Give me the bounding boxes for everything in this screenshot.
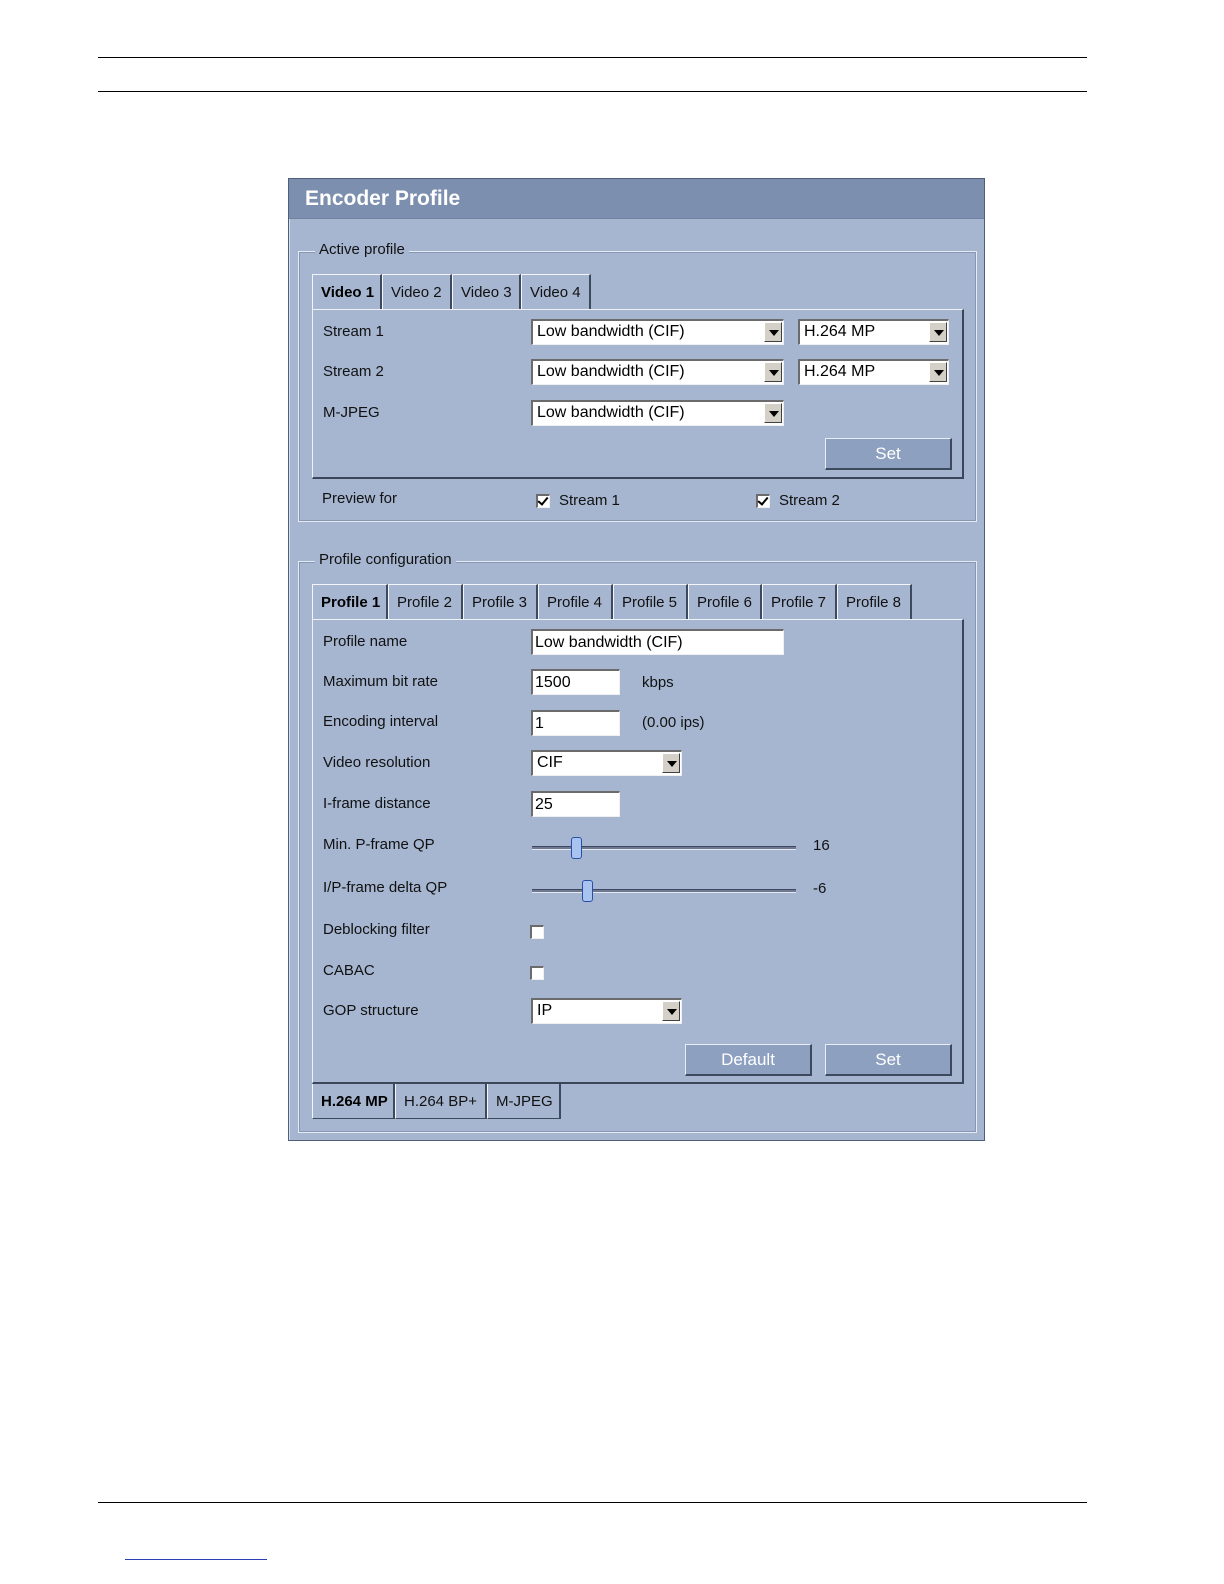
- stream-1-profile-value: Low bandwidth (CIF): [537, 323, 685, 340]
- tab-video-3[interactable]: Video 3: [452, 274, 521, 309]
- profile-configuration-group: [298, 551, 977, 1133]
- active-profile-set-button[interactable]: Set: [825, 438, 952, 470]
- stream-2-codec-select[interactable]: [798, 359, 949, 385]
- gop-structure-label: GOP structure: [323, 1002, 419, 1019]
- ip-delta-qp-slider-thumb[interactable]: [582, 880, 593, 902]
- stream-2-codec-value: H.264 MP: [804, 363, 876, 380]
- mjpeg-profile-value: Low bandwidth (CIF): [537, 404, 685, 421]
- video-tabs: [312, 274, 591, 309]
- stream-2-profile-select[interactable]: [531, 359, 784, 385]
- tab-video-2[interactable]: Video 2: [382, 274, 452, 309]
- stream-2-label: Stream 2: [323, 363, 384, 380]
- profile-configuration-legend: Profile configuration: [315, 551, 456, 568]
- header-rule-top: [98, 57, 1087, 58]
- stream-1-codec-select[interactable]: [798, 319, 949, 345]
- ip-delta-qp-slider[interactable]: [532, 889, 796, 893]
- footer-rule: [98, 1502, 1087, 1503]
- tab-codec-h264-bp[interactable]: H.264 BP+: [395, 1084, 487, 1119]
- max-bit-rate-label: Maximum bit rate: [323, 673, 439, 690]
- chevron-down-icon[interactable]: [929, 362, 947, 382]
- gop-structure-value: IP: [537, 1002, 553, 1019]
- panel-title: Encoder Profile: [305, 187, 461, 210]
- tab-video-4[interactable]: Video 4: [521, 274, 591, 309]
- chevron-down-icon[interactable]: [764, 362, 782, 382]
- preview-stream-2-label: Stream 2: [779, 492, 840, 509]
- encoding-interval-input[interactable]: [531, 710, 620, 736]
- tab-profile-8[interactable]: Profile 8: [837, 584, 912, 619]
- encoding-interval-note: (0.00 ips): [642, 714, 705, 731]
- profile-name-input[interactable]: [531, 629, 784, 655]
- min-pframe-qp-slider-thumb[interactable]: [571, 837, 582, 859]
- chevron-down-icon[interactable]: [662, 1001, 680, 1021]
- preview-stream-1-checkbox[interactable]: [536, 494, 550, 508]
- codec-tabs: [312, 1084, 561, 1119]
- profile-name-label: Profile name: [323, 633, 408, 650]
- tab-codec-mjpeg[interactable]: M-JPEG: [487, 1084, 561, 1119]
- active-profile-legend: Active profile: [315, 241, 409, 258]
- gop-structure-select[interactable]: [531, 998, 682, 1024]
- footer-link-underline: [125, 1559, 267, 1560]
- iframe-distance-label: I-frame distance: [323, 795, 431, 812]
- preview-stream-1-label: Stream 1: [559, 492, 620, 509]
- tab-codec-h264-mp[interactable]: H.264 MP: [312, 1084, 395, 1119]
- profile-set-button[interactable]: Set: [825, 1044, 952, 1076]
- min-pframe-qp-value: 16: [813, 837, 830, 854]
- stream-1-label: Stream 1: [323, 323, 384, 340]
- mjpeg-label: M-JPEG: [323, 404, 380, 421]
- stream-2-profile-value: Low bandwidth (CIF): [537, 363, 685, 380]
- deblocking-filter-label: Deblocking filter: [323, 921, 430, 938]
- ip-delta-qp-label: I/P-frame delta QP: [323, 879, 448, 896]
- video-resolution-value: CIF: [537, 754, 563, 771]
- max-bit-rate-input[interactable]: [531, 669, 620, 695]
- deblocking-filter-checkbox[interactable]: [530, 925, 544, 939]
- iframe-distance-input[interactable]: [531, 791, 620, 817]
- active-profile-group: [298, 241, 977, 522]
- preview-for-label: Preview for: [322, 490, 398, 507]
- stream-1-profile-select[interactable]: [531, 319, 784, 345]
- tab-video-1[interactable]: Video 1: [312, 274, 382, 309]
- profile-tabs: [312, 584, 912, 619]
- cabac-checkbox[interactable]: [530, 966, 544, 980]
- mjpeg-profile-select[interactable]: [531, 400, 784, 426]
- tab-profile-3[interactable]: Profile 3: [463, 584, 538, 619]
- chevron-down-icon[interactable]: [929, 322, 947, 342]
- max-bit-rate-unit: kbps: [642, 674, 674, 691]
- tab-profile-7[interactable]: Profile 7: [762, 584, 837, 619]
- encoding-interval-label: Encoding interval: [323, 713, 439, 730]
- cabac-label: CABAC: [323, 962, 375, 979]
- ip-delta-qp-value: -6: [813, 880, 827, 897]
- default-button[interactable]: Default: [685, 1044, 812, 1076]
- encoder-profile-panel: [288, 178, 985, 1141]
- chevron-down-icon[interactable]: [764, 403, 782, 423]
- video-resolution-label: Video resolution: [323, 754, 431, 771]
- tab-profile-5[interactable]: Profile 5: [613, 584, 688, 619]
- header-rule-bottom: [98, 91, 1087, 92]
- chevron-down-icon[interactable]: [764, 322, 782, 342]
- tab-profile-1[interactable]: Profile 1: [312, 584, 388, 619]
- video-resolution-select[interactable]: [531, 750, 682, 776]
- preview-stream-2-checkbox[interactable]: [756, 494, 770, 508]
- chevron-down-icon[interactable]: [662, 753, 680, 773]
- tab-profile-6[interactable]: Profile 6: [688, 584, 762, 619]
- panel-title-bar: [289, 179, 984, 219]
- profile-tab-content: [312, 619, 964, 1084]
- stream-1-codec-value: H.264 MP: [804, 323, 876, 340]
- video-tab-content: [312, 309, 964, 479]
- tab-profile-4[interactable]: Profile 4: [538, 584, 613, 619]
- tab-profile-2[interactable]: Profile 2: [388, 584, 463, 619]
- min-pframe-qp-label: Min. P-frame QP: [323, 836, 435, 853]
